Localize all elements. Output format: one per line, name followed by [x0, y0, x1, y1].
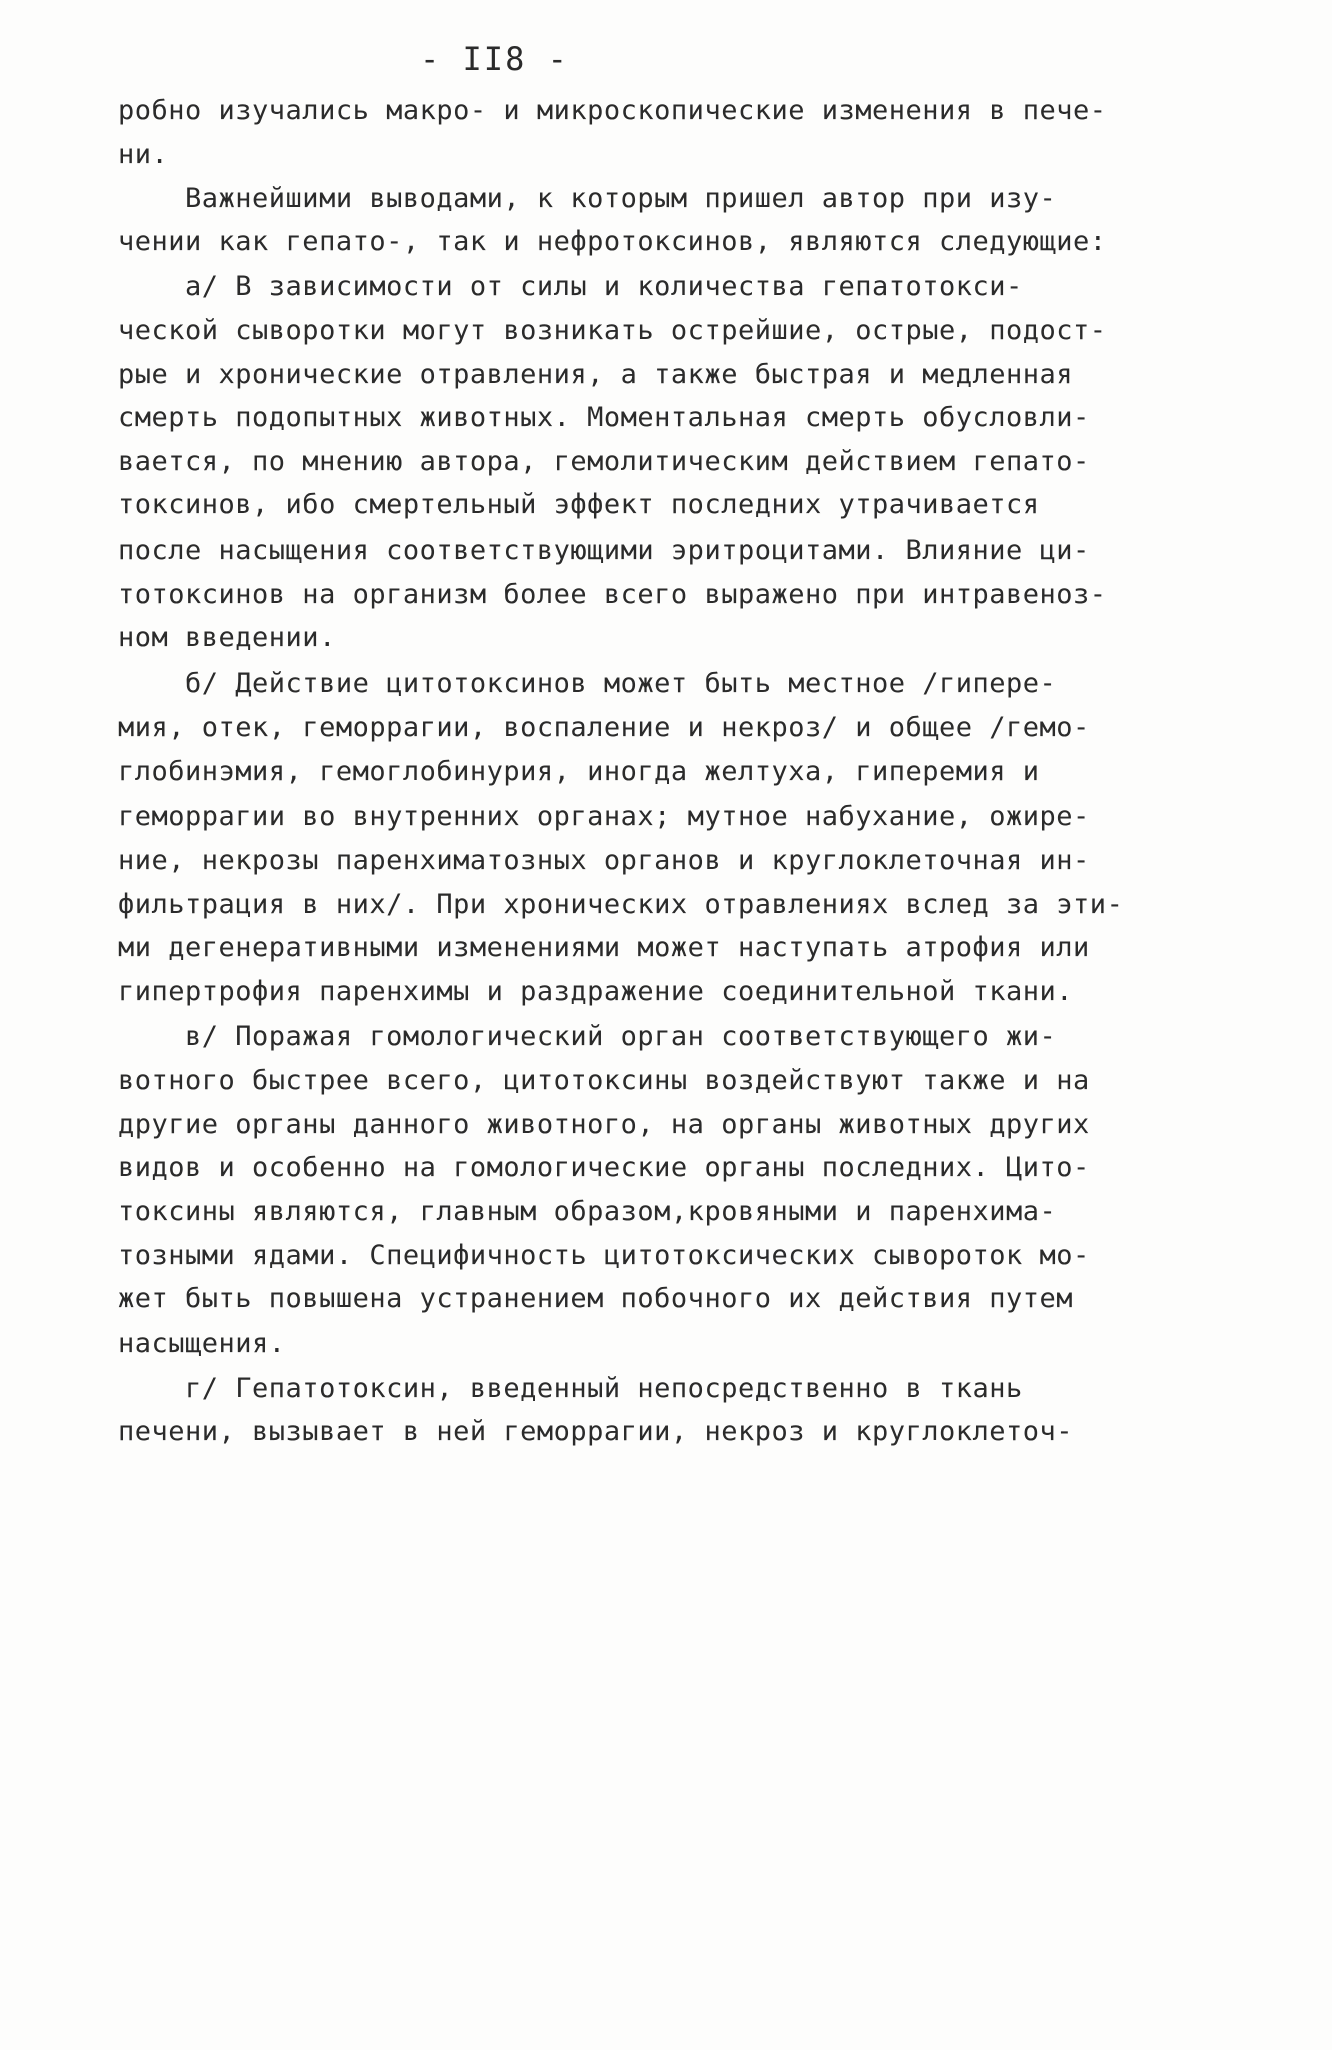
text-line: ни.	[118, 139, 169, 170]
text-line: рые и хронические отравления, а также быстрая и медленная	[118, 359, 1074, 390]
text-line: в/ Поражая гомологический орган соответствующего жи-	[118, 1021, 1057, 1052]
text-line: мия, отек, геморрагии, воспаление и некроз/ и общее /гемо-	[118, 712, 1090, 743]
text-line: другие органы данного животного, на органы животных других	[118, 1109, 1090, 1140]
text-line: а/ В зависимости от силы и количества гепатотокси-	[118, 271, 1023, 302]
text-line: тотоксинов на организм более всего выражено при интравеноз-	[118, 579, 1107, 610]
text-line: вотного быстрее всего, цитотоксины воздействуют также и на	[118, 1065, 1090, 1096]
page-number: - II8 -	[420, 40, 569, 78]
text-line: г/ Гепатотоксин, введенный непосредственно в ткань	[118, 1373, 1023, 1404]
text-line: ние, некрозы паренхиматозных органов и круглоклеточная ин-	[118, 845, 1090, 876]
text-line: насыщения.	[118, 1328, 286, 1359]
text-line: печени, вызывает в ней геморрагии, некроз и круглоклеточ-	[118, 1416, 1074, 1447]
text-line: ном введении.	[118, 622, 336, 653]
text-line: Важнейшими выводами, к которым пришел автор при изу-	[118, 183, 1057, 214]
text-line: б/ Действие цитотоксинов может быть местное /гипере-	[118, 668, 1057, 699]
text-line: ми дегенеративными изменениями может наступать атрофия или	[118, 932, 1090, 963]
text-line: жет быть повышена устранением побочного их действия путем	[118, 1283, 1074, 1314]
text-line: фильтрация в них/. При хронических отравлениях вслед за эти-	[118, 889, 1124, 920]
text-line: вается, по мнению автора, гемолитическим действием гепато-	[118, 446, 1090, 477]
text-line: смерть подопытных животных. Моментальная смерть обусловли-	[118, 402, 1090, 433]
text-line: геморрагии во внутренних органах; мутное набухание, ожире-	[118, 801, 1090, 832]
text-line: токсинов, ибо смертельный эффект последних утрачивается	[118, 489, 1040, 520]
text-line: токсины являются, главным образом,кровяными и паренхима-	[118, 1196, 1057, 1227]
text-line: после насыщения соответствующими эритроцитами. Влияние ци-	[118, 535, 1090, 566]
text-line: глобинэмия, гемоглобинурия, иногда желтуха, гиперемия и	[118, 756, 1040, 787]
text-line: ческой сыворотки могут возникать острейшие, острые, подост-	[118, 315, 1107, 346]
text-line: видов и особенно на гомологические органы последних. Цито-	[118, 1152, 1090, 1183]
text-line: чении как гепато-, так и нефротоксинов, являются следующие:	[118, 226, 1107, 257]
text-line: тозными ядами. Специфичность цитотоксических сывороток мо-	[118, 1240, 1090, 1271]
text-line: гипертрофия паренхимы и раздражение соединительной ткани.	[118, 976, 1074, 1007]
text-line: робно изучались макро- и микроскопические изменения в пече-	[118, 95, 1107, 126]
